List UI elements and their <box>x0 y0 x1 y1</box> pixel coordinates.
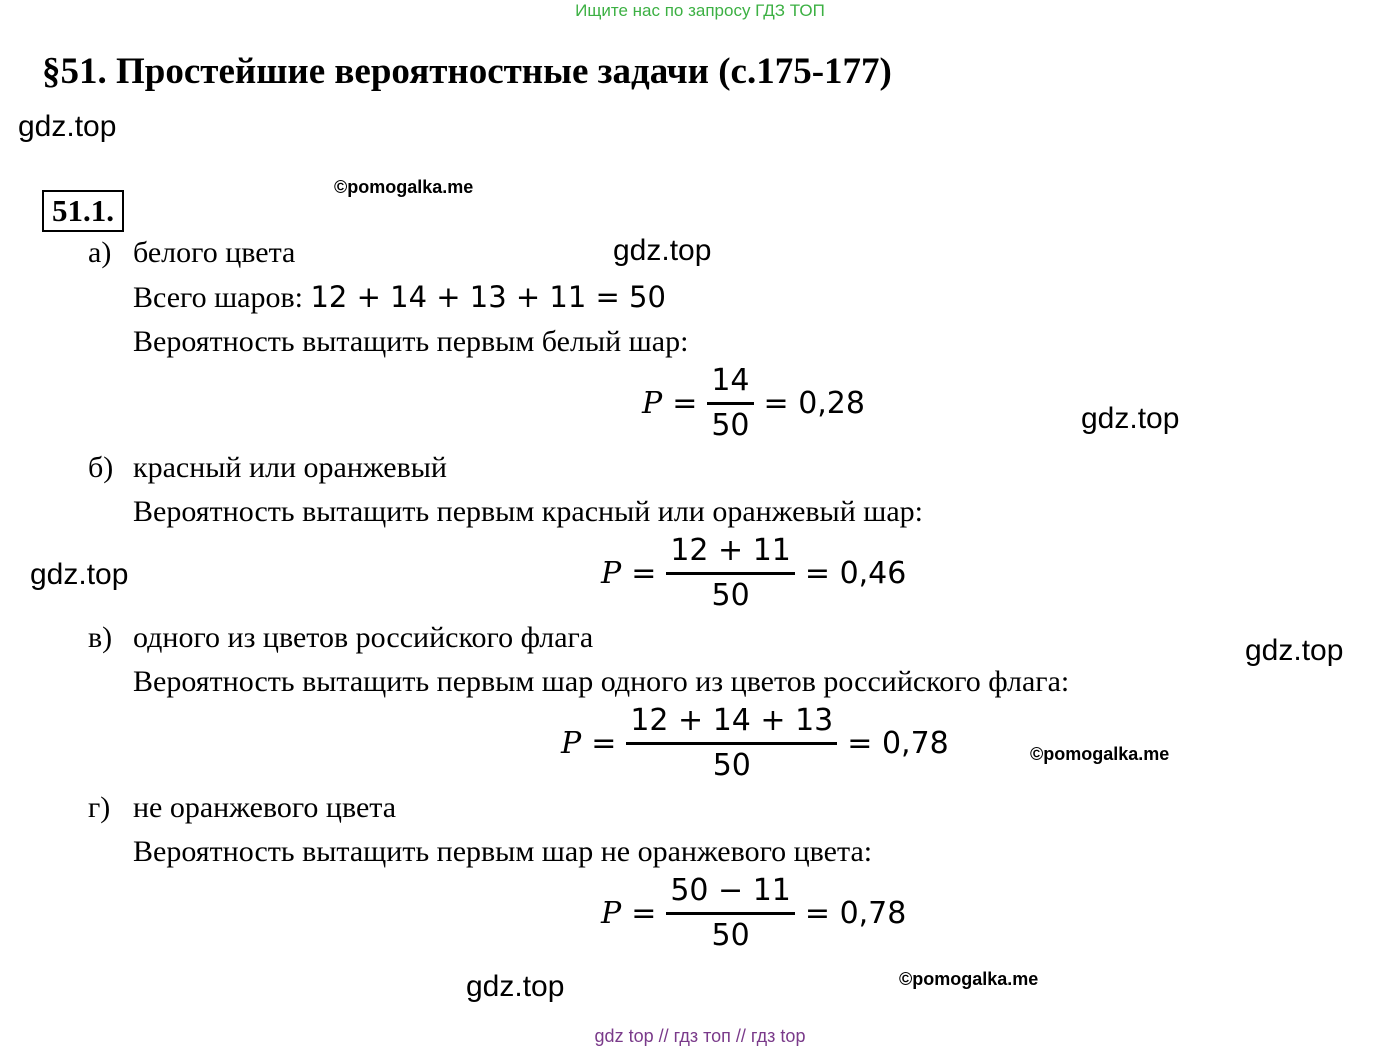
part-label: г) <box>88 791 111 824</box>
footer-links[interactable]: gdz top // гдз топ // гдз top <box>594 1026 806 1046</box>
copyright-mark: ©pomogalka.me <box>899 969 1039 989</box>
watermark: gdz.top <box>613 234 712 267</box>
part-heading: красный или оранжевый <box>133 451 447 484</box>
fraction-denominator: 50 <box>711 407 750 443</box>
watermark: gdz.top <box>466 970 565 1003</box>
total-line <box>133 280 666 315</box>
probability-symbol: P <box>642 385 663 421</box>
part-heading: одного из цветов российского флага <box>133 621 594 654</box>
copyright-mark: ©pomogalka.me <box>1030 744 1170 764</box>
probability-symbol: P <box>601 555 622 591</box>
part-label: б) <box>88 451 114 484</box>
watermark: gdz.top <box>18 110 117 143</box>
probability-symbol: P <box>601 895 622 931</box>
watermark: gdz.top <box>1081 402 1180 435</box>
formula-result: = 0,46 <box>804 555 907 591</box>
task-number: 51.1. <box>42 190 124 232</box>
fraction-numerator: 12 + 11 <box>670 533 791 568</box>
fraction <box>626 702 837 785</box>
formula-result: = 0,78 <box>847 725 949 761</box>
probability-formula <box>601 872 906 955</box>
fraction <box>707 362 753 445</box>
part-label: а) <box>88 236 112 269</box>
formula-result: = 0,78 <box>804 895 907 931</box>
part-text: Вероятность вытащить первым белый шар: <box>133 325 689 358</box>
watermark: gdz.top <box>1245 634 1344 667</box>
equals-sign: = <box>672 385 698 421</box>
fraction-denominator: 50 <box>712 747 751 783</box>
part-text: Вероятность вытащить первым шар одного из цветов российского флага: <box>133 665 1070 698</box>
fraction-numerator: 14 <box>711 363 750 398</box>
probability-formula <box>561 702 949 785</box>
fraction-numerator: 12 + 14 + 13 <box>630 703 834 738</box>
fraction <box>666 532 795 615</box>
probability-formula <box>642 362 865 445</box>
equals-sign: = <box>631 895 657 931</box>
fraction-denominator: 50 <box>711 917 750 953</box>
part-heading: белого цвета <box>133 236 296 269</box>
fraction <box>666 872 795 955</box>
probability-symbol: P <box>561 725 582 761</box>
section-title: §51. Простейшие вероятностные задачи (с.175-177) <box>42 51 892 92</box>
fraction-numerator: 50 − 11 <box>670 873 791 908</box>
part-label: в) <box>88 621 113 654</box>
equals-sign: = <box>591 725 617 761</box>
part-text: Вероятность вытащить первым шар не оранжевого цвета: <box>133 835 873 868</box>
equals-sign: = <box>631 555 657 591</box>
top-banner-link[interactable]: Ищите нас по запросу ГДЗ ТОП <box>575 1 825 20</box>
watermark: gdz.top <box>30 558 129 591</box>
probability-formula <box>601 532 906 615</box>
total-expression: 12 + 14 + 13 + 11 = 50 <box>310 280 666 314</box>
copyright-mark: ©pomogalka.me <box>334 177 474 197</box>
formula-result: = 0,28 <box>763 385 865 421</box>
total-label: Всего шаров: <box>133 281 303 314</box>
part-heading: не оранжевого цвета <box>133 791 397 824</box>
part-text: Вероятность вытащить первым красный или оранжевый шар: <box>133 495 924 528</box>
fraction-denominator: 50 <box>711 577 750 613</box>
